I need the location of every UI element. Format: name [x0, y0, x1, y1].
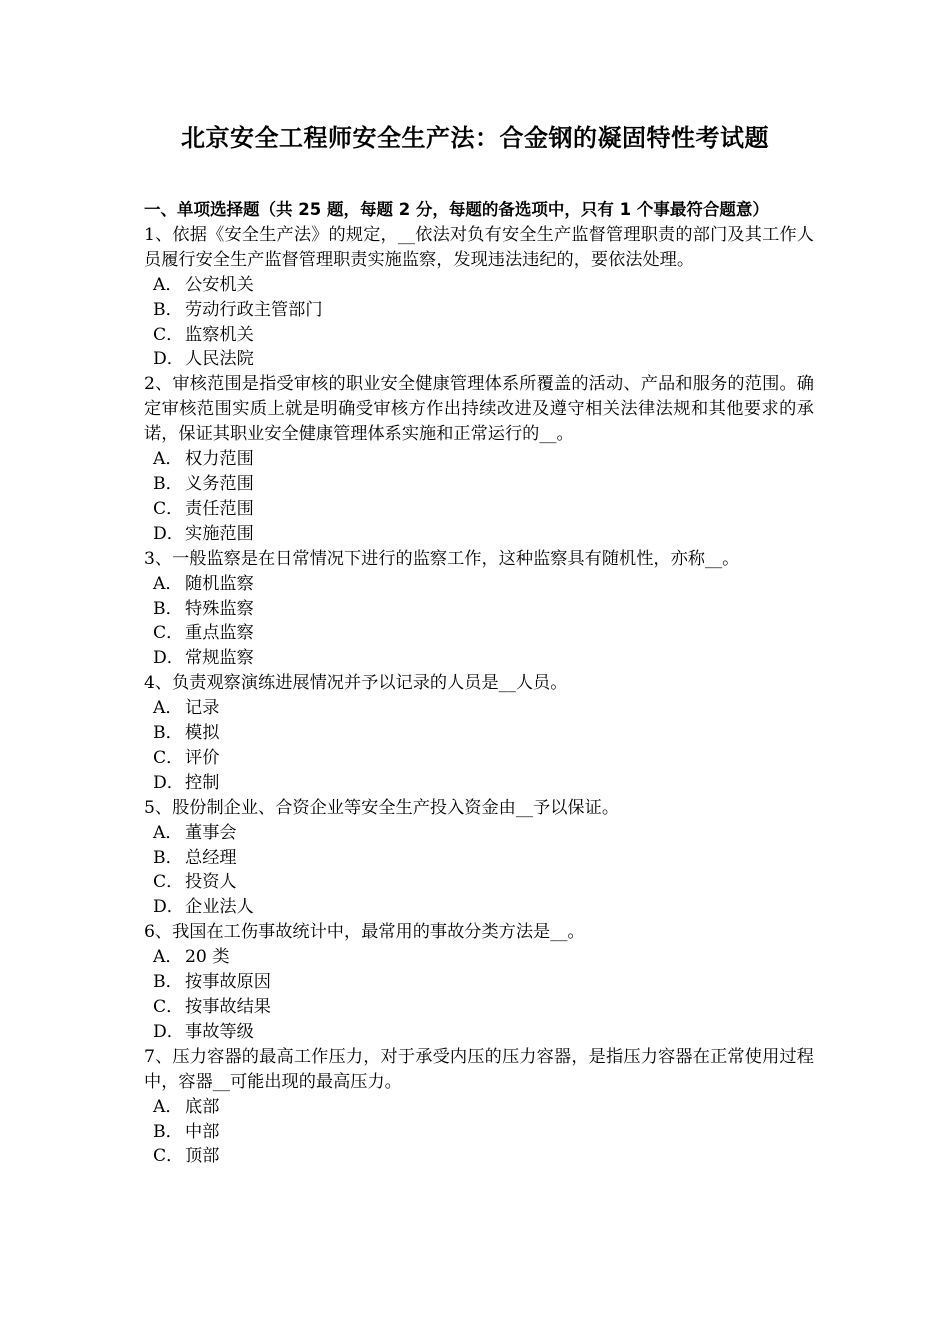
- section-heading: 一、单项选择题（共 25 题，每题 2 分，每题的备选项中，只有 1 个事最符合题意）: [144, 200, 769, 219]
- question-text: 1、依据《安全生产法》的规定，__依法对负有安全生产监督管理职责的部门及其工作人员履行安全生产监督管理职责实施监察，发现违法违纪的，要依法处理。: [144, 224, 814, 270]
- document-body: [144, 198, 814, 1169]
- option-text: 实施范围: [185, 523, 254, 544]
- option-text: 随机监察: [185, 573, 254, 594]
- option-letter: A．: [153, 698, 183, 719]
- option-text: 劳动行政主管部门: [185, 299, 323, 320]
- option-letter: B．: [153, 847, 183, 868]
- option-letter: C．: [153, 747, 184, 768]
- option-d: [144, 771, 814, 796]
- option-letter: B．: [153, 723, 183, 744]
- option-text: 权力范围: [185, 449, 254, 470]
- option-letter: B．: [153, 473, 183, 494]
- question-text: 5、股份制企业、合资企业等安全生产投入资金由__予以保证。: [144, 797, 620, 818]
- option-c: [144, 497, 814, 522]
- option-text: 特殊监察: [185, 598, 254, 619]
- option-b: [144, 846, 814, 871]
- option-text: 评价: [185, 747, 220, 768]
- question-block: [144, 1045, 814, 1170]
- option-c: [144, 870, 814, 895]
- option-c: [144, 323, 814, 348]
- option-text: 董事会: [185, 822, 237, 843]
- option-letter: C．: [153, 623, 184, 644]
- document-title: 北京安全工程师安全生产法：合金钢的凝固特性考试题: [181, 124, 769, 152]
- option-text: 常规监察: [185, 648, 254, 669]
- question-text: 4、负责观察演练进展情况并予以记录的人员是__人员。: [144, 673, 568, 694]
- option-text: 人民法院: [185, 349, 254, 370]
- option-text: 顶部: [185, 1146, 220, 1167]
- option-text: 20 类: [185, 947, 230, 968]
- option-d: [144, 347, 814, 372]
- option-text: 责任范围: [185, 498, 254, 519]
- option-letter: A．: [153, 1096, 183, 1117]
- option-text: 义务范围: [185, 473, 254, 494]
- option-a: [144, 1095, 814, 1120]
- option-letter: C．: [153, 872, 184, 893]
- option-b: [144, 1120, 814, 1145]
- option-text: 事故等级: [185, 1021, 254, 1042]
- option-d: [144, 1020, 814, 1045]
- option-d: [144, 522, 814, 547]
- option-text: 公安机关: [185, 274, 254, 295]
- option-letter: C．: [153, 1146, 184, 1167]
- option-text: 投资人: [185, 872, 237, 893]
- option-letter: D．: [153, 1021, 184, 1042]
- option-b: [144, 472, 814, 497]
- question-block: [144, 920, 814, 1045]
- option-text: 控制: [185, 772, 220, 793]
- question-block: [144, 547, 814, 672]
- option-text: 总经理: [185, 847, 237, 868]
- option-d: [144, 646, 814, 671]
- option-letter: C．: [153, 997, 184, 1017]
- question-text: 2、审核范围是指受审核的职业安全健康管理体系所覆盖的活动、产品和服务的范围。确定审核范围实质上就是明确受审核方作出持续改进及遵守相关法律法规和其他要求的承诺，保证其职业安全健康管理体系实施和正常运行的__。: [144, 374, 814, 445]
- option-letter: B．: [153, 598, 183, 619]
- option-letter: A．: [153, 573, 183, 594]
- option-letter: C．: [153, 324, 184, 345]
- option-letter: D．: [153, 772, 184, 793]
- question-block: [144, 223, 814, 372]
- option-c: [144, 1144, 814, 1169]
- option-b: [144, 298, 814, 323]
- option-text: 中部: [185, 1121, 220, 1142]
- option-c: [144, 746, 814, 771]
- option-text: 按事故结果: [185, 997, 271, 1017]
- option-letter: B．: [153, 972, 183, 993]
- option-a: [144, 696, 814, 721]
- option-letter: A．: [153, 274, 183, 295]
- option-c: [144, 995, 814, 1020]
- option-letter: D．: [153, 648, 184, 669]
- question-text: 3、一般监察是在日常情况下进行的监察工作，这种监察具有随机性，亦称__。: [144, 548, 740, 569]
- option-a: [144, 572, 814, 597]
- option-letter: B．: [153, 299, 183, 320]
- option-a: [144, 273, 814, 298]
- option-text: 底部: [185, 1096, 220, 1117]
- option-c: [144, 621, 814, 646]
- option-letter: D．: [153, 523, 184, 544]
- option-letter: D．: [153, 897, 184, 918]
- option-letter: B．: [153, 1121, 183, 1142]
- question-block: [144, 796, 814, 921]
- option-text: 记录: [185, 698, 220, 719]
- option-letter: A．: [153, 449, 183, 470]
- option-b: [144, 970, 814, 995]
- option-b: [144, 597, 814, 622]
- option-text: 监察机关: [185, 324, 254, 345]
- option-letter: A．: [153, 947, 183, 968]
- option-d: [144, 895, 814, 920]
- question-block: [144, 372, 814, 546]
- option-text: 模拟: [185, 723, 220, 744]
- option-b: [144, 721, 814, 746]
- question-block: [144, 671, 814, 796]
- option-letter: C．: [153, 498, 184, 519]
- question-text: 7、压力容器的最高工作压力，对于承受内压的压力容器，是指压力容器在正常使用过程中，容器__可能出现的最高压力。: [144, 1046, 814, 1092]
- option-letter: D．: [153, 349, 184, 370]
- option-a: [144, 447, 814, 472]
- option-letter: A．: [153, 822, 183, 843]
- option-text: 企业法人: [185, 897, 254, 918]
- option-a: [144, 945, 814, 970]
- question-text: 6、我国在工伤事故统计中，最常用的事故分类方法是__。: [144, 922, 585, 943]
- option-a: [144, 821, 814, 846]
- option-text: 重点监察: [185, 623, 254, 644]
- option-text: 按事故原因: [185, 972, 271, 993]
